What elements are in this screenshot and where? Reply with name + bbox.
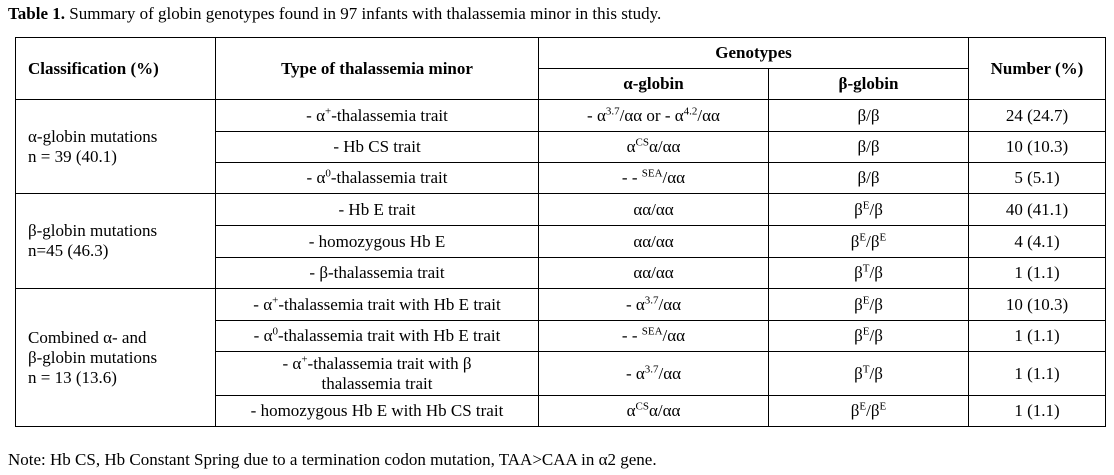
alpha-text: α <box>626 401 636 420</box>
classification-line2: n = 39 (40.1) <box>28 146 117 166</box>
beta-text: β <box>850 401 860 420</box>
number-cell: 4 (4.1) <box>969 226 1106 258</box>
type-cell <box>216 226 539 258</box>
caption-text: Summary of globin genotypes found in 97 infants with thalassemia minor in this study. <box>65 4 662 23</box>
beta-genotype-cell <box>769 396 969 427</box>
type-line <box>222 401 532 421</box>
type-text-cont: -thalassemia trait with Hb E trait <box>278 294 501 314</box>
classification-line1: α-globin mutations <box>28 126 158 146</box>
alpha-text: αα/αα <box>633 199 674 219</box>
alpha-superscript: 3.7 <box>644 362 659 375</box>
alpha-text-cont: α/αα <box>648 137 681 156</box>
type-text: - α <box>253 294 273 314</box>
alpha-superscript-2: 4.2 <box>683 104 698 117</box>
beta-genotype-cell <box>769 226 969 258</box>
beta-genotype-cell <box>769 352 969 396</box>
alpha-text-end: /αα <box>697 105 720 125</box>
classification-line1: Combined α- and <box>28 327 147 347</box>
beta-superscript: E <box>862 293 870 306</box>
beta-text: β/β <box>857 105 880 125</box>
type-cell <box>216 194 539 226</box>
header-classification: Classification (%) <box>16 38 216 100</box>
type-text: - Hb E trait <box>338 199 416 219</box>
beta-genotype-cell <box>769 100 969 132</box>
alpha-genotype-cell <box>539 163 769 194</box>
beta-text: β <box>854 263 863 282</box>
number-cell: 5 (5.1) <box>969 163 1106 194</box>
type-text-cont: -thalassemia trait <box>331 105 448 125</box>
alpha-genotype-cell <box>539 194 769 226</box>
classification-line2: n=45 (46.3) <box>28 241 109 260</box>
alpha-text: αα/αα <box>633 231 674 251</box>
type-text-cont: -thalassemia trait with β <box>307 353 472 373</box>
type-text: - α <box>282 353 302 373</box>
type-text: - homozygous Hb E with Hb CS trait <box>250 401 504 420</box>
number-cell: 1 (1.1) <box>969 396 1106 427</box>
alpha-superscript: CS <box>635 400 649 413</box>
classification-cell <box>16 289 216 427</box>
beta-superscript: E <box>862 325 870 338</box>
alpha-genotype-cell <box>539 132 769 163</box>
beta-text-cont: /β <box>869 326 883 345</box>
header-beta-globin: β-globin <box>769 69 969 100</box>
beta-text-cont: /β <box>866 401 880 420</box>
beta-text: β/β <box>857 168 880 187</box>
alpha-text: - α <box>587 105 606 125</box>
beta-superscript: T <box>862 262 870 275</box>
alpha-text-cont: /αα <box>662 168 686 187</box>
number-cell: 40 (41.1) <box>969 194 1106 226</box>
alpha-text: - - <box>621 326 642 345</box>
header-type: Type of thalassemia minor <box>216 38 539 100</box>
type-line-2: thalassemia trait <box>321 373 433 393</box>
table-caption <box>8 4 661 24</box>
type-text: - β-thalassemia trait <box>309 263 445 282</box>
number-cell: 10 (10.3) <box>969 289 1106 321</box>
type-cell <box>216 163 539 194</box>
header-genotypes: Genotypes <box>539 38 969 69</box>
type-text: - α <box>253 326 273 345</box>
alpha-text: αα/αα <box>633 263 674 282</box>
alpha-text: α <box>626 137 636 156</box>
beta-genotype-cell <box>769 163 969 194</box>
type-cell <box>216 132 539 163</box>
classification-line3: n = 13 (13.6) <box>28 367 117 387</box>
type-cell <box>216 321 539 352</box>
type-text: - homozygous Hb E <box>308 231 446 251</box>
table-row <box>16 194 1106 226</box>
type-cell <box>216 396 539 427</box>
alpha-text-cont: /αα <box>658 363 682 383</box>
alpha-text-cont: /αα or - α <box>619 105 684 125</box>
beta-superscript-2: E <box>879 230 887 243</box>
globin-genotype-table <box>15 37 1106 427</box>
beta-text: β <box>854 294 863 314</box>
beta-text: β/β <box>857 137 880 156</box>
alpha-superscript: CS <box>635 136 649 149</box>
alpha-genotype-cell <box>539 226 769 258</box>
beta-text: β <box>850 231 860 251</box>
alpha-superscript: SEA <box>641 325 663 338</box>
beta-text-cont: /β <box>869 294 883 314</box>
alpha-text-cont: α/αα <box>648 401 681 420</box>
table-row <box>16 289 1106 321</box>
number-cell: 1 (1.1) <box>969 321 1106 352</box>
alpha-genotype-cell <box>539 100 769 132</box>
beta-superscript: T <box>862 362 870 375</box>
type-line <box>222 168 532 188</box>
type-text-cont: -thalassemia trait <box>330 168 448 187</box>
type-line <box>222 295 532 315</box>
classification-cell <box>16 100 216 194</box>
beta-text: β <box>854 199 863 219</box>
type-cell <box>216 100 539 132</box>
type-line <box>222 200 532 220</box>
beta-superscript: E <box>859 400 867 413</box>
type-text: - α <box>306 105 325 125</box>
classification-line1: β-globin mutations <box>28 221 158 240</box>
alpha-genotype-cell <box>539 289 769 321</box>
type-line <box>222 263 532 283</box>
table-note: Note: Hb CS, Hb Constant Spring due to a termination codon mutation, TAA>CAA in α2 gene. <box>8 450 657 469</box>
table-row <box>16 100 1106 132</box>
number-cell: 10 (10.3) <box>969 132 1106 163</box>
classification-line2: β-globin mutations <box>28 347 158 367</box>
beta-superscript: E <box>859 230 867 243</box>
alpha-text-cont: /αα <box>662 326 686 345</box>
alpha-text: - - <box>621 168 642 187</box>
alpha-genotype-cell <box>539 396 769 427</box>
alpha-text-cont: /αα <box>658 294 682 314</box>
beta-text-cont: /β <box>869 363 883 383</box>
type-cell <box>216 289 539 321</box>
beta-text: β <box>854 326 863 345</box>
alpha-genotype-cell <box>539 352 769 396</box>
type-cell <box>216 352 539 396</box>
type-line <box>222 354 532 374</box>
number-cell: 1 (1.1) <box>969 258 1106 289</box>
classification-cell <box>16 194 216 289</box>
beta-superscript: E <box>862 198 870 211</box>
type-text: - Hb CS trait <box>333 137 421 156</box>
type-text-cont: -thalassemia trait with Hb E trait <box>277 326 501 345</box>
header-alpha-globin: α-globin <box>539 69 769 100</box>
beta-text-cont: /β <box>869 199 883 219</box>
alpha-genotype-cell <box>539 258 769 289</box>
type-text: - α <box>306 168 326 187</box>
number-cell: 24 (24.7) <box>969 100 1106 132</box>
alpha-text: - α <box>625 294 645 314</box>
type-superscript: + <box>301 352 308 365</box>
alpha-superscript: 3.7 <box>605 104 620 117</box>
beta-superscript-2: E <box>879 400 887 413</box>
type-line <box>222 232 532 252</box>
beta-text-cont: /β <box>866 231 880 251</box>
type-line <box>222 137 532 157</box>
beta-genotype-cell <box>769 321 969 352</box>
type-superscript: 0 <box>325 167 331 180</box>
beta-genotype-cell <box>769 289 969 321</box>
type-line <box>222 326 532 346</box>
caption-label: Table 1. <box>8 4 66 23</box>
beta-text-cont: /β <box>869 263 883 282</box>
type-superscript: 0 <box>272 325 278 338</box>
alpha-superscript: 3.7 <box>644 293 659 306</box>
beta-genotype-cell <box>769 258 969 289</box>
number-cell: 1 (1.1) <box>969 352 1106 396</box>
type-line <box>222 106 532 126</box>
beta-genotype-cell <box>769 194 969 226</box>
beta-genotype-cell <box>769 132 969 163</box>
type-superscript: + <box>325 104 332 117</box>
beta-text: β <box>854 363 863 383</box>
alpha-superscript: SEA <box>641 167 663 180</box>
header-number: Number (%) <box>969 38 1106 100</box>
type-cell <box>216 258 539 289</box>
type-superscript: + <box>272 293 279 306</box>
alpha-text: - α <box>625 363 645 383</box>
alpha-genotype-cell <box>539 321 769 352</box>
